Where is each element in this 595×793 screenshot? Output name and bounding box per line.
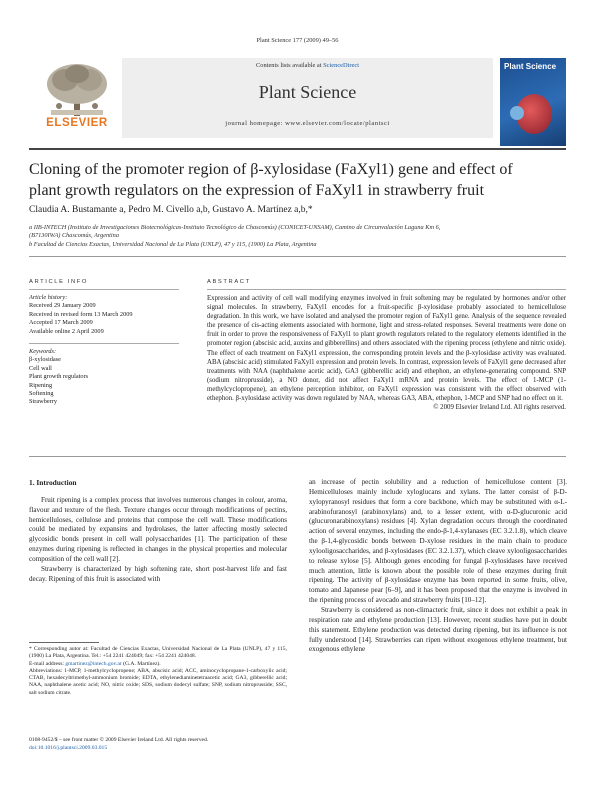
history-accepted: Accepted 17 March 2009	[29, 319, 93, 327]
intro-heading: 1. Introduction	[29, 478, 77, 487]
keyword-item: Ripening	[29, 381, 53, 389]
cover-accent-dot	[510, 106, 524, 120]
intro-paragraph-3: an increase of pectin solubility and a reduction of hemicellulose content [3]. Hemicelluloses mainly include xyloglucans and xylans. The latter consist of β-D-xylopyranosyl residues that form a core backbone, which may be substituted with α-L-arabinofuranosyl (arabinoxylans) and, to a lesser extent, with α-D-glucuronic acid (glucuronarabinoxylans) residues [4]. Xylan degradation occurs through the coordinated action of several enzymes, including the endo-β-1,4-xylanases (EC 3.2.1.8), which cleave the β-1,4-glycosidic bonds between D-xylose residues in the main chain to produce xylooligosaccharides, and β-xylosidases (EC 3.2.1.37), which cleave xylooligosaccharides to release xylose [5]. Although genes encoding for fungal β-xylosidases have received much attention, little is known about the possible role of these enzymes during fruit ripening. The activity of β-xylosidase enzyme has been reported in some fruits, olive, tomato and Japanese pear [6–9], and it has been proposed that the enzyme is involved in the ripening process of avocado and strawberry fruits [10–12].	[309, 478, 567, 605]
article-info-heading: ARTICLE INFO	[29, 279, 89, 285]
history-received: Received 29 January 2009	[29, 302, 96, 310]
journal-reference: Plant Science 177 (2009) 49–56	[256, 37, 339, 44]
keyword-item: Strawberry	[29, 398, 57, 406]
intro-left-column	[29, 478, 287, 584]
journal-cover-image	[500, 58, 566, 146]
footnotes	[29, 646, 287, 697]
email-suffix: (G.A. Martínez).	[121, 660, 161, 667]
intro-paragraph-1: Fruit ripening is a complex process that involves numerous changes in colour, aroma, flavour and texture of the flesh. Texture changes occur through modifications of pectins, hemicelluloses, cellulose and proteins that compose the cell wall. These modifications could be mediated by expansins and hydrolases, the latter affecting mostly selected glycosidic bonds present in cell wall polysaccharides [1]. The participation of these enzymes during ripening is reflected in changes in the physical properties and molecular composition of the cell wall [2].	[29, 495, 287, 563]
contents-line	[122, 62, 493, 69]
email-link[interactable]: gmartinez@intech.gov.ar	[65, 660, 122, 667]
title-line-2: plant growth regulators on the expression of FaXyl1 in strawberry fruit	[29, 181, 485, 199]
intro-right-column	[309, 478, 567, 655]
intro-paragraph-4: Strawberry is considered as non-climacteric fruit, since it does not exhibit a peak in respiration rate and ethylene production [13]. However, recent studies have put in doubt this statement. Ethylene production was detected during ripening, but its influence is not fully understood [14]. Strawberries can ripen without exogenous ethylene treatment, but exogenous ethylene	[309, 605, 567, 654]
abstract-bottom-rule	[29, 456, 566, 457]
cover-title: Plant Science	[504, 62, 557, 71]
email-prefix: E-mail address:	[29, 660, 66, 667]
corresponding-author-note: * Corresponding autor at: Facultad de Ciencias Exactas, Universidad Nacional de La Plata (UNLP), 47 y 115, (1900) La Plata, Argentina. Tel.: +54 2241 424049; fax: +54 2241 424048.	[29, 646, 287, 660]
article-info-rule	[29, 289, 179, 290]
keyword-item: Plant growth regulators	[29, 373, 89, 381]
author-list: Claudia A. Bustamante a, Pedro M. Civello a,b, Gustavo A. Martínez a,b,*	[29, 205, 313, 215]
keywords-block	[29, 348, 179, 407]
abstract-text	[207, 294, 566, 412]
abstract-copyright: © 2009 Elsevier Ireland Ltd. All rights reserved.	[433, 404, 566, 412]
abstract-heading: ABSTRACT	[207, 279, 251, 285]
sciencedirect-link[interactable]: ScienceDirect	[323, 62, 359, 69]
intro-paragraph-2: Strawberry is characterized by high softening rate, short post-harvest life and fast decay. Ripening of this fruit is associated with	[29, 564, 287, 583]
abbreviations-note: Abbreviations: 1-MCP, 1-methylcyclopropene; ABA, abscisic acid; ACC, aminocyclopropane-1-carboxylic acid; CTAB, hexadecyltrimethyl-ammonium bromide; EDTA, ethylenediaminetetraacetic acid; GA3, gibberellic acid; NAA, naphthalene acetic acid; NO, nitric oxide; SDS, sodium dodecyl sulfate; SNP, sodium nitroprusside; SSC, salt sodium citrate.	[29, 667, 287, 696]
email-note	[29, 661, 287, 668]
journal-name: Plant Science	[258, 82, 357, 102]
keywords-label: Keywords:	[29, 348, 57, 355]
abstract-rule	[207, 289, 566, 290]
keywords-rule	[29, 343, 179, 344]
affiliation-a-line-2: (B7130IWA) Chascomús, Argentina	[29, 232, 119, 240]
tree-icon	[37, 62, 117, 118]
keyword-item: Cell wall	[29, 364, 52, 372]
keyword-item: β-xylosidase	[29, 356, 61, 364]
affiliation-a	[29, 224, 569, 241]
keyword-item: Softening	[29, 390, 54, 398]
article-history	[29, 294, 179, 336]
history-label: Article history:	[29, 294, 68, 301]
journal-homepage[interactable]: journal homepage: www.elsevier.com/locate/plantsci	[225, 120, 390, 127]
title-line-1: Cloning of the promoter region of β-xylosidase (FaXyl1) gene and effect of	[29, 161, 513, 178]
history-revised: Received in revised form 13 March 2009	[29, 310, 133, 318]
history-online: Available online 2 April 2009	[29, 327, 104, 335]
header-rule	[29, 148, 566, 150]
doi-link[interactable]: doi:10.1016/j.plantsci.2009.03.015	[29, 745, 108, 751]
affiliation-rule	[29, 256, 566, 257]
abstract-body: Expression and activity of cell wall modifying enzymes involved in fruit softening may be regulated by hormones and/or other signal molecules. In strawberry, FaXyl1 encodes for a fruit-specific β-xylosidase probably associated to hemicellulose degradation. In this work, we have isolated and analysed the promoter region of FaXyl1 gene. Analysis of the sequence revealed the presence of cis-acting elements associated with hormone, light and stress-related responses. Several treatments were done on fruit in order to prove the responsiveness of FaXyl1 to plant growth regulators related to the regulatory elements identified in the promoter region (abscisic acid, auxins and gibberellins) and others associated with the ripening process (ethylene and nitric oxide). The effect of each treatment on FaXyl1 expression, the corresponding protein levels and the β-xylosidase activity was evaluated. ABA (abscisic acid) stimulated FaXyl1 expression and protein levels. In contrast, expression levels of FaXyl1 gene decreased after treatments with NAA (naphthalene acetic acid), GA3 (gibberellic acid) and ethephon, an ethylene-generating compound. SNP (sodium nitroprusside), a NO donor, did not affect FaXyl1 mRNA and protein levels. The effect of 1-MCP (1-methylcyclopropene), an ethylene perception inhibitor, on FaXyl1 expression was consistent with the effect observed with ethephon. β-xylosidase activity was down regulated by NAA, whereas GA3, ABA, ethephon, 1-MCP and SNP had no effect on it.	[207, 295, 566, 403]
affiliation-b: b Facultad de Ciencias Exactas, Universidad Nacional de La Plata (UNLP), 47 y 115, (1900) La Plata, Argentina	[29, 241, 317, 248]
article-title	[29, 160, 569, 201]
contents-prefix: Contents lists available at	[256, 62, 324, 69]
footnote-rule	[29, 642, 99, 643]
front-matter-line: 0168-9452/$ – see front matter © 2009 Elsevier Ireland Ltd. All rights reserved.	[29, 737, 209, 743]
affiliation-a-line-1: a IIB-INTECH (Instituto de Investigaciones Biotecnológicas-Instituto Tecnológico de Chascomús) (CONICET-UNSAM), Camino de Circunvalación Laguna Km 6,	[29, 224, 441, 231]
publisher-logo-text: ELSEVIER	[46, 117, 108, 129]
